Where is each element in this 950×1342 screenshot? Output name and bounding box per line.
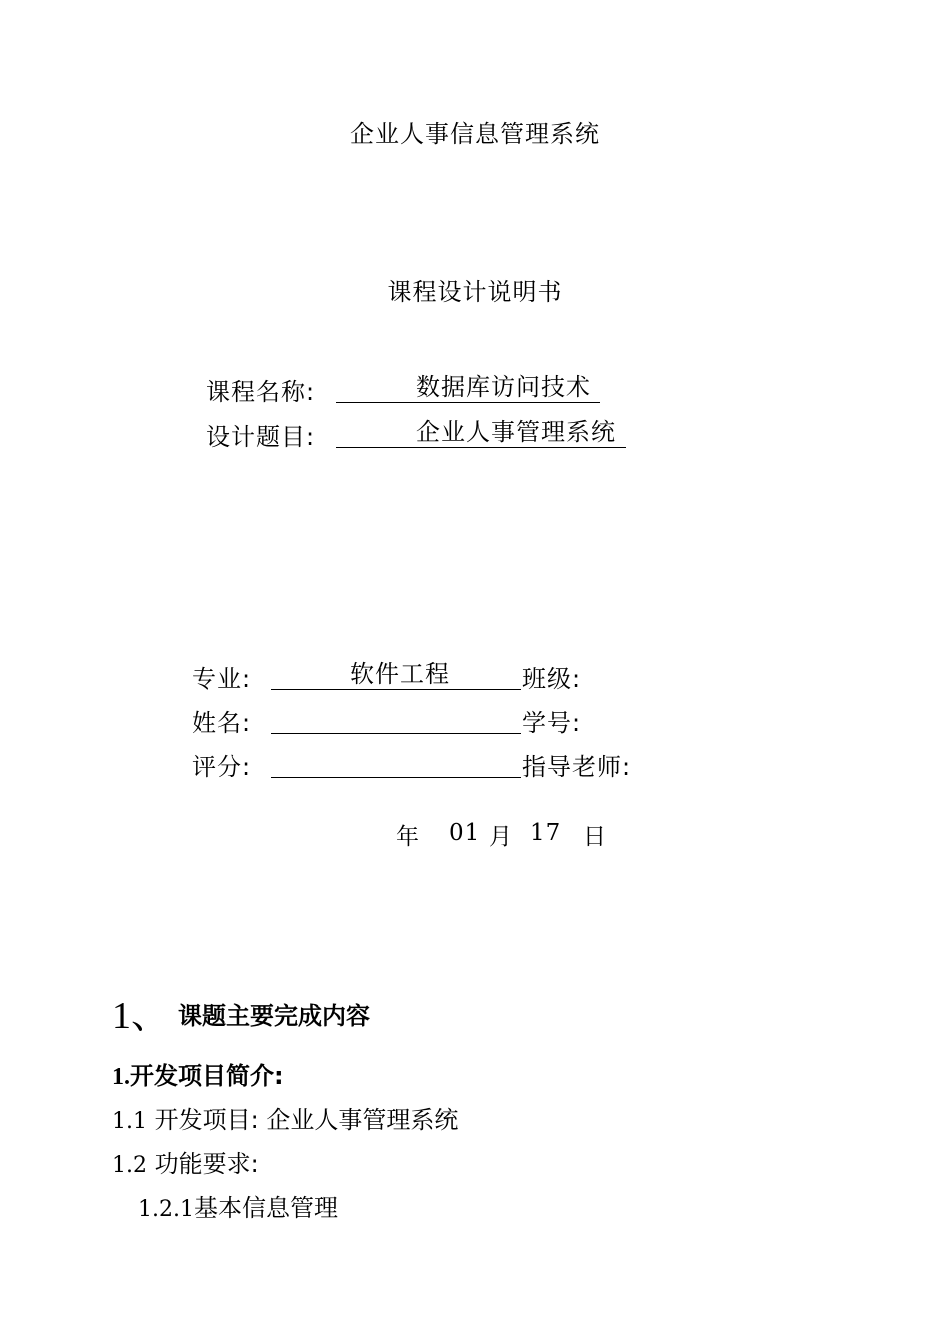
item-1-2-number: 1.2: [112, 1153, 147, 1178]
date-month: 01: [449, 820, 481, 846]
section-1-number: 1、: [112, 995, 170, 1037]
name-label: 姓名:: [192, 709, 252, 737]
date-day: 17: [530, 820, 562, 846]
date-month-char: 月: [489, 824, 513, 850]
date-year-char: 年: [396, 824, 420, 850]
design-topic-field: [336, 417, 626, 448]
name-field: [271, 703, 521, 734]
course-name-field: [336, 372, 600, 403]
score-field: [271, 747, 521, 778]
item-1-1-number: 1.1: [112, 1109, 147, 1134]
subsection-number: 1.: [112, 1064, 130, 1090]
advisor-label: 指导老师:: [522, 753, 632, 781]
item-1-1-text: 开发项目: 企业人事管理系统: [154, 1106, 459, 1134]
subsection-heading: [112, 1056, 284, 1091]
item-1-2-1-text: 基本信息管理: [193, 1194, 338, 1222]
item-1-2-text: 功能要求:: [154, 1150, 259, 1178]
course-name-value: 数据库访问技术: [416, 373, 591, 401]
student-id-label: 学号:: [522, 709, 582, 737]
section-1-title: 课题主要完成内容: [178, 1002, 370, 1030]
item-1-2: [112, 1144, 259, 1179]
score-label: 评分:: [192, 753, 252, 781]
item-1-1: [112, 1100, 458, 1135]
subsection-title: 开发项目简介:: [130, 1062, 284, 1090]
course-name-label: 课程名称:: [206, 378, 316, 406]
design-topic-label: 设计题目:: [206, 423, 316, 451]
design-topic-value: 企业人事管理系统: [416, 418, 616, 446]
major-label: 专业:: [192, 665, 252, 693]
major-field: [271, 659, 521, 690]
item-1-2-1-number: 1.2.1: [138, 1197, 194, 1222]
date-day-char: 日: [583, 824, 607, 850]
class-label: 班级:: [522, 665, 582, 693]
system-title: 企业人事信息管理系统: [350, 120, 600, 148]
document-type-title: 课程设计说明书: [387, 278, 563, 306]
item-1-2-1: [138, 1188, 338, 1223]
major-value: 软件工程: [350, 660, 450, 688]
